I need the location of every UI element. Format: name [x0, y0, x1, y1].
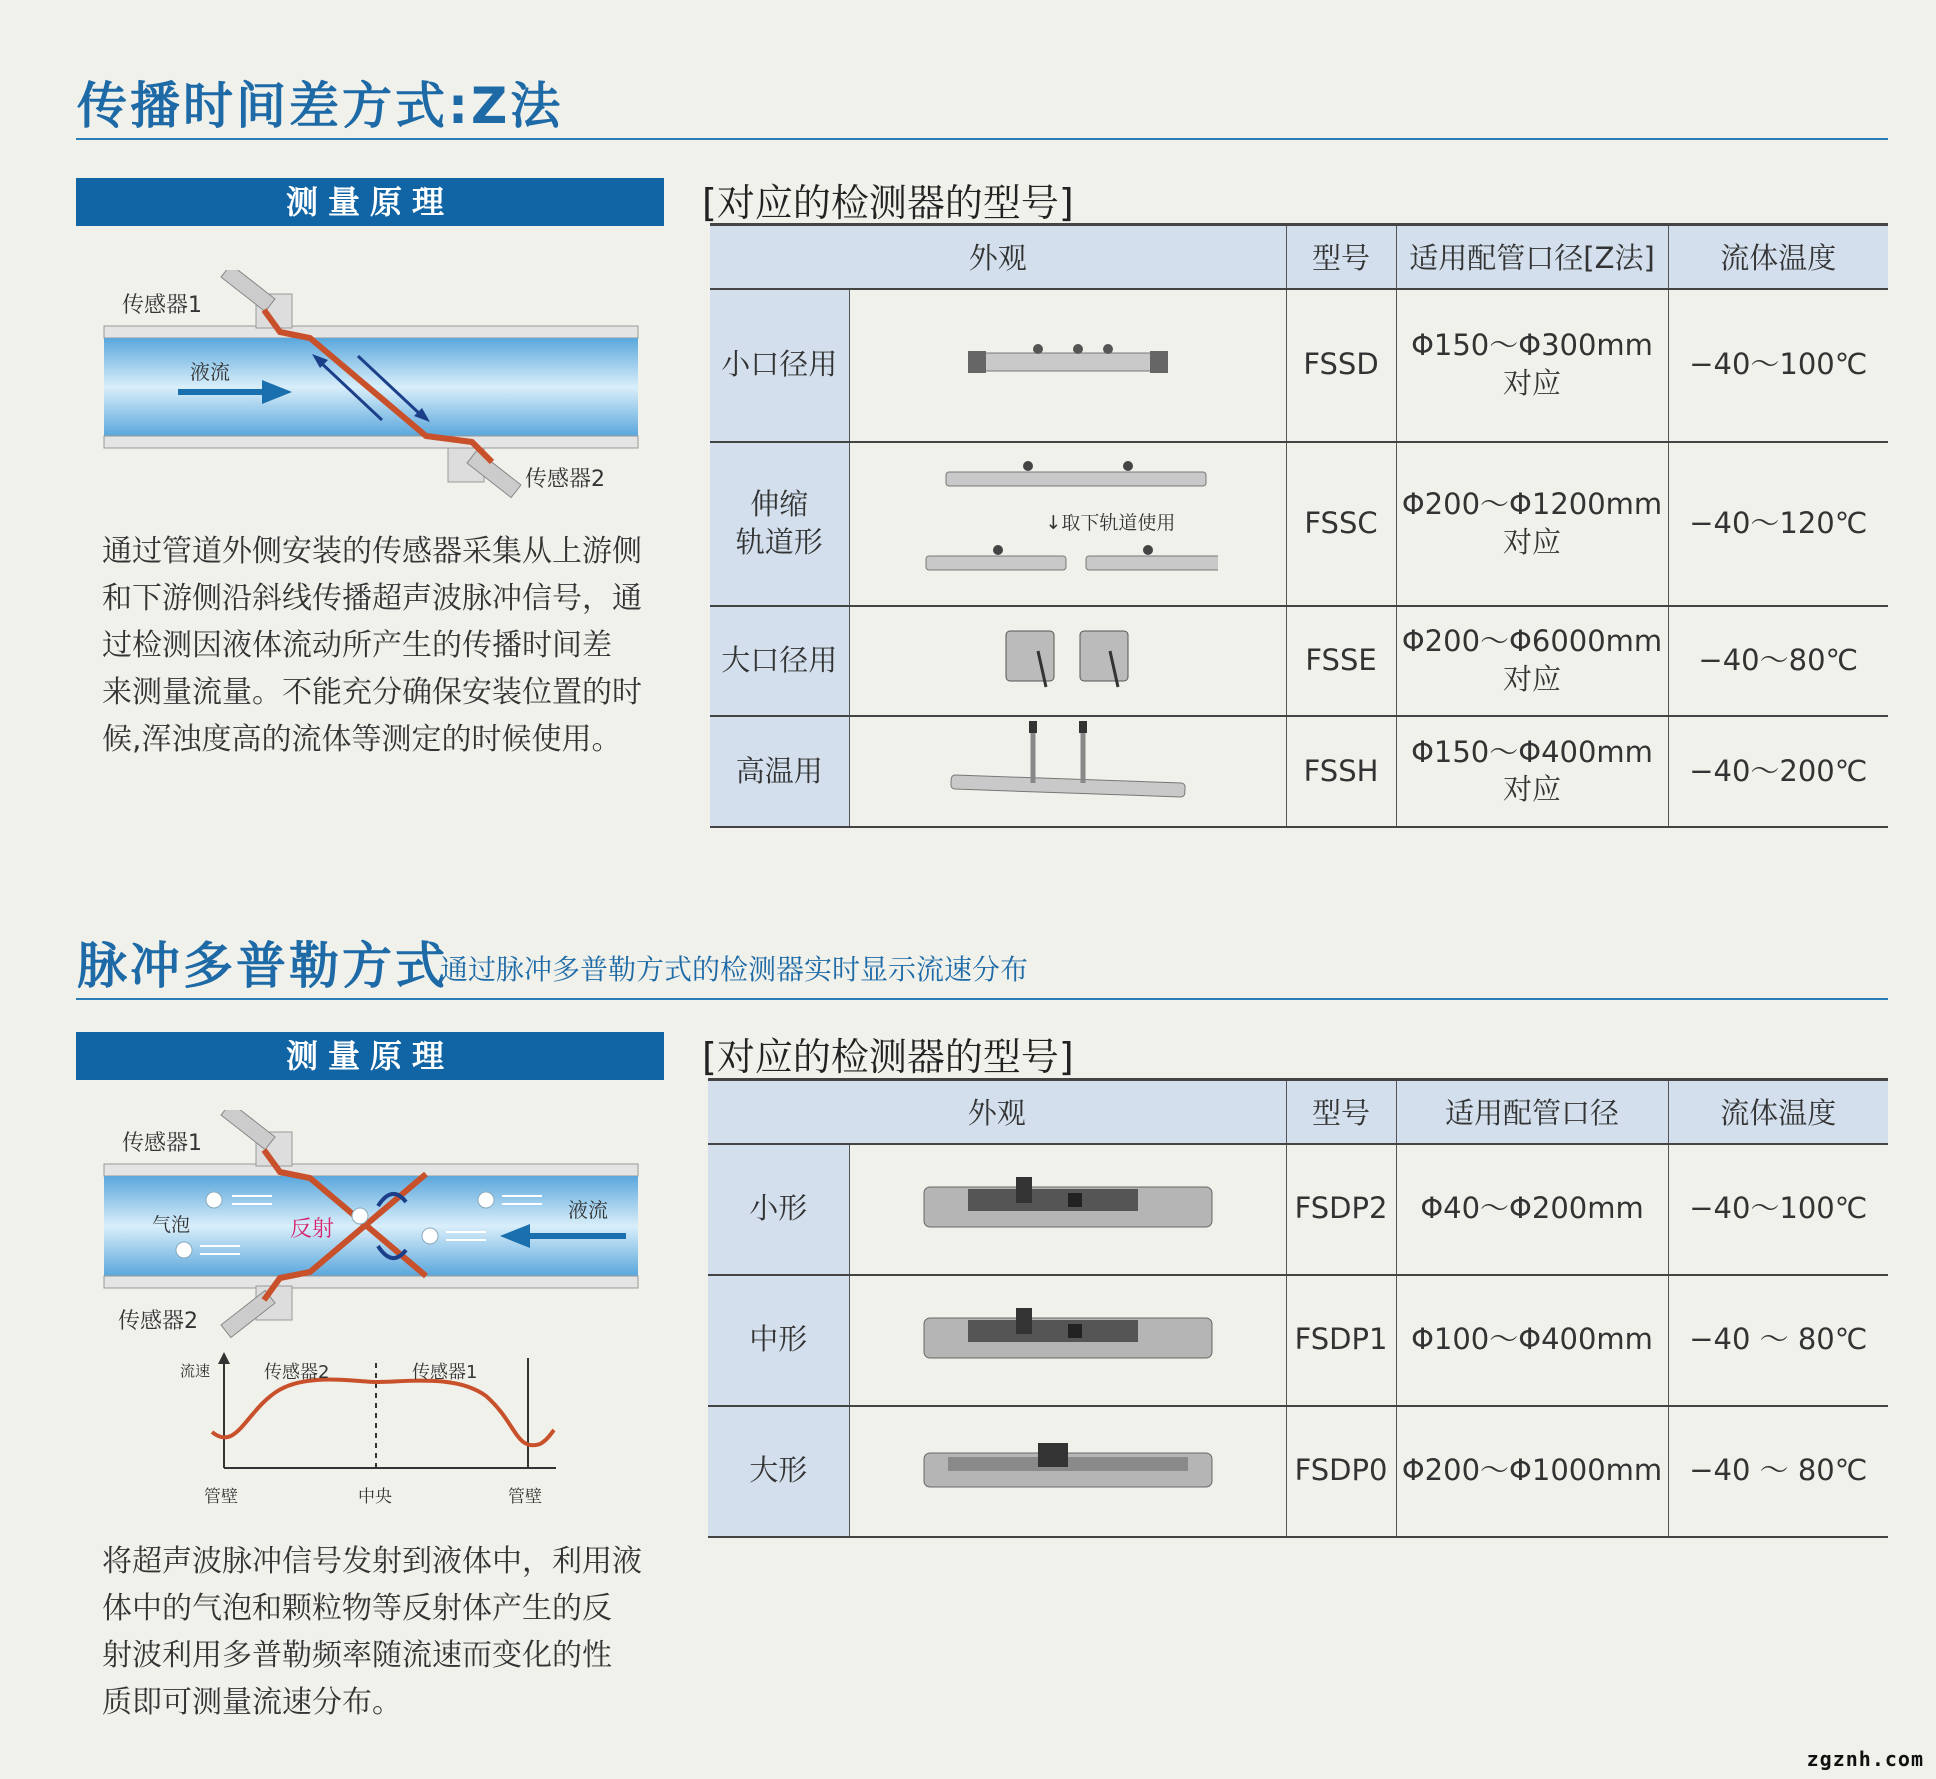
s2-row3-temp: −40 ～ 80℃	[1668, 1406, 1888, 1537]
s1-row3-image	[849, 606, 1286, 716]
z-sensor2-label: 传感器2	[525, 467, 605, 492]
section2-principle-label: 测量原理	[76, 1032, 664, 1080]
s2-row3-diameter: Φ200～Φ1000mm	[1396, 1406, 1668, 1537]
s1-row4-model: FSSH	[1286, 716, 1396, 828]
s1-row2-category: 伸缩 轨道形	[710, 442, 849, 606]
table-row	[710, 289, 1888, 442]
table-row	[708, 1144, 1888, 1275]
s1-row1-diameter: Φ150～Φ300mm 对应	[1396, 289, 1668, 442]
s2-row1-model: FSDP2	[1286, 1144, 1396, 1275]
section2-model-caption: [对应的检测器的型号]	[702, 1035, 1074, 1079]
s1-row4-category: 高温用	[710, 716, 849, 828]
s2-row1-temp: −40～100℃	[1668, 1144, 1888, 1275]
s1-row2-model: FSSC	[1286, 442, 1396, 606]
section1-rule	[76, 138, 1888, 140]
s1-row4-image	[849, 716, 1286, 828]
table-row	[708, 1406, 1888, 1537]
s1-row3-diameter: Φ200～Φ6000mm 对应	[1396, 606, 1668, 716]
doppler-sensor1-shape	[221, 1110, 292, 1166]
s1-row2-diameter: Φ200～Φ1200mm 对应	[1396, 442, 1668, 606]
section1-principle-label: 测量原理	[76, 178, 664, 226]
table-row	[708, 1275, 1888, 1406]
velocity-profile-graph	[176, 1352, 576, 1482]
s1-row2-temp: −40～120℃	[1668, 442, 1888, 606]
table-row	[710, 606, 1888, 716]
s1-row1-category: 小口径用	[710, 289, 849, 442]
table-row	[710, 442, 1888, 606]
section2-description: 将超声波脉冲信号发射到液体中，利用液 体中的气泡和颗粒物等反射体产生的反 射波利用多普勒频率随流速而变化的性 质即可测量流速分布。	[102, 1544, 642, 1720]
section1-description: 通过管道外侧安装的传感器采集从上游侧 和下游侧沿斜线传播超声波脉冲信号，通 过检测因液体流动所产生的传播时间差 来测量流量。不能充分确保安装位置的时 候,浑浊度高的流体等测定的时候使用。	[102, 534, 642, 757]
s2-header-appearance: 外观	[708, 1080, 1286, 1144]
graph-wall-left: 管壁	[204, 1487, 238, 1507]
section2-subtitle: 通过脉冲多普勒方式的检测器实时显示流速分布	[440, 953, 1029, 986]
graph-sensor1-label: 传感器1	[412, 1362, 478, 1383]
fssd-sensor-image	[968, 335, 1168, 385]
fsdp2-sensor-image	[918, 1169, 1218, 1239]
s1-row4-diameter: Φ150～Φ400mm 对应	[1396, 716, 1668, 828]
graph-sensor2-label: 传感器2	[264, 1362, 330, 1383]
d-reflect-label: 反射	[290, 1217, 335, 1242]
s1-header-temp: 流体温度	[1668, 225, 1888, 289]
s2-row1-category: 小形	[708, 1144, 849, 1275]
s1-row3-model: FSSE	[1286, 606, 1396, 716]
s2-row2-image	[849, 1275, 1286, 1406]
s2-row1-image	[849, 1144, 1286, 1275]
s1-header-model: 型号	[1286, 225, 1396, 289]
z-sensor1-label: 传感器1	[122, 293, 202, 318]
s1-row1-image	[849, 289, 1286, 442]
s1-row3-category: 大口径用	[710, 606, 849, 716]
s2-row3-category: 大形	[708, 1406, 849, 1537]
section1-model-caption: [对应的检测器的型号]	[702, 181, 1074, 225]
fssc-image-note: ↓取下轨道使用	[1045, 511, 1176, 534]
section2-model-table	[708, 1078, 1888, 1538]
d-bubble-label: 气泡	[152, 1214, 191, 1236]
fsdp0-sensor-image	[918, 1431, 1218, 1501]
graph-wall-right: 管壁	[508, 1487, 542, 1507]
section2-title: 脉冲多普勒方式	[77, 937, 448, 995]
s2-header-diameter: 适用配管口径	[1396, 1080, 1668, 1144]
s1-row2-image	[849, 442, 1286, 606]
s1-header-appearance: 外观	[710, 225, 1286, 289]
s1-row1-model: FSSD	[1286, 289, 1396, 442]
d-sensor2-label: 传感器2	[118, 1309, 198, 1334]
watermark: zgznh.com	[1806, 1747, 1924, 1771]
doppler-sensor2-shape	[221, 1286, 292, 1338]
s2-row2-temp: −40 ～ 80℃	[1668, 1275, 1888, 1406]
graph-y-label: 流速	[180, 1362, 211, 1380]
s2-row3-model: FSDP0	[1286, 1406, 1396, 1537]
s1-row3-temp: −40～80℃	[1668, 606, 1888, 716]
section1-model-table	[710, 223, 1888, 828]
s2-row2-diameter: Φ100～Φ400mm	[1396, 1275, 1668, 1406]
fsdp1-sensor-image	[918, 1300, 1218, 1370]
s2-row2-model: FSDP1	[1286, 1275, 1396, 1406]
fssh-sensor-image	[943, 717, 1193, 817]
s2-row1-diameter: Φ40～Φ200mm	[1396, 1144, 1668, 1275]
s2-header-model: 型号	[1286, 1080, 1396, 1144]
graph-center: 中央	[358, 1487, 392, 1507]
s1-row1-temp: −40～100℃	[1668, 289, 1888, 442]
d-flow-label: 液流	[568, 1198, 608, 1222]
s2-row3-image	[849, 1406, 1286, 1537]
s1-header-diameter: 适用配管口径[Z法]	[1396, 225, 1668, 289]
section2-rule	[76, 998, 1888, 1000]
table-row	[710, 716, 1888, 828]
s1-row4-temp: −40～200℃	[1668, 716, 1888, 828]
z-flow-label: 液流	[190, 360, 230, 384]
section1-title: 传播时间差方式:Z法	[77, 77, 564, 135]
sensor1-shape	[221, 270, 292, 328]
s2-row2-category: 中形	[708, 1275, 849, 1406]
d-sensor1-label: 传感器1	[122, 1131, 202, 1156]
s2-header-temp: 流体温度	[1668, 1080, 1888, 1144]
fsse-sensor-image	[998, 621, 1138, 691]
